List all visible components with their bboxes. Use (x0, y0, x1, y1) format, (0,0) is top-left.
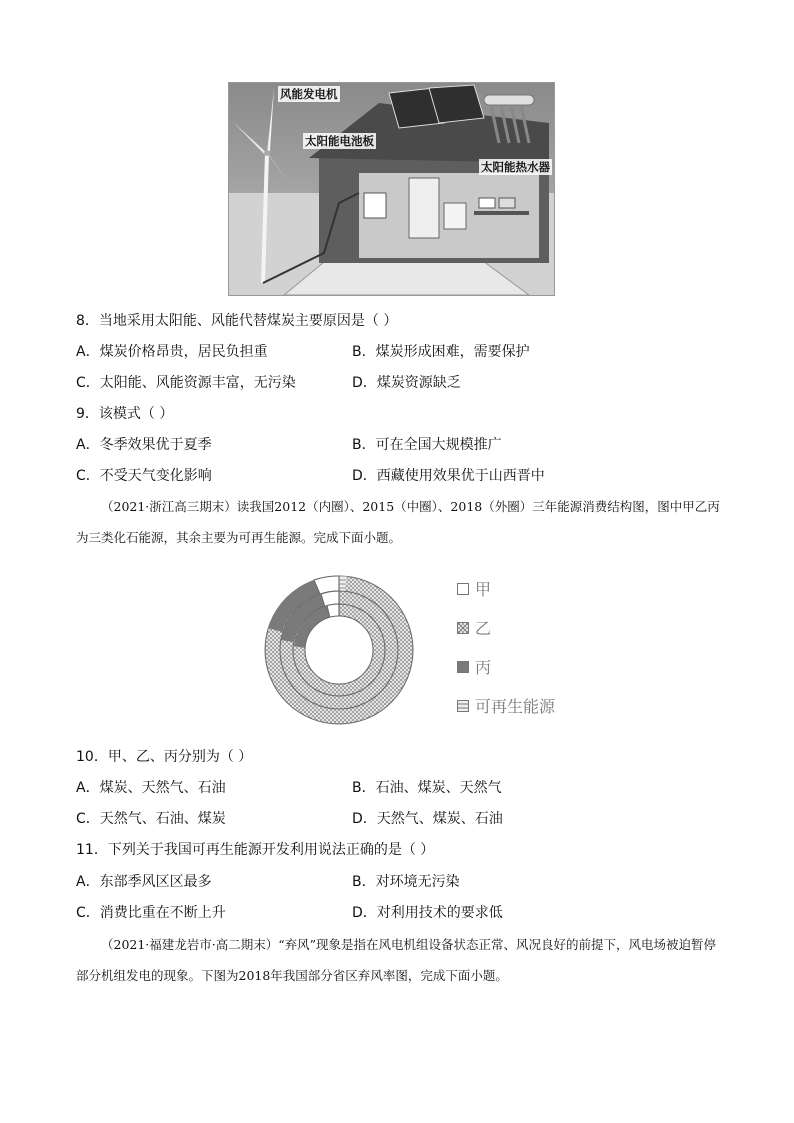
legend-swatch-blank-icon (457, 583, 469, 595)
wind-turbine-label: 风能发电机 (280, 87, 338, 101)
q9-option-c: C．不受天气变化影响 (76, 468, 212, 484)
legend-swatch-hatch-icon (457, 622, 469, 634)
q10-stem: 10．甲、乙、丙分别为（ ） (76, 749, 253, 765)
legend-item-yi (457, 616, 491, 639)
legend-item-jia (457, 577, 491, 600)
energy-ring-chart (259, 570, 419, 730)
q9-stem: 9．该模式（ ） (76, 406, 174, 422)
legend-item-bing (457, 655, 491, 678)
legend-label-renewable: 可再生能源 (475, 697, 556, 716)
renewable-house-figure (228, 82, 555, 296)
legend-label-jia: 甲 (475, 580, 492, 599)
q11-option-a: A．东部季风区区最多 (76, 874, 212, 890)
legend-label-yi: 乙 (475, 619, 492, 638)
q10-option-d: D．天然气、煤炭、石油 (352, 811, 503, 827)
q8-option-c: C．太阳能、风能资源丰富，无污染 (76, 375, 296, 391)
ring-chart-svg (259, 570, 419, 730)
solar-panel-label: 太阳能电池板 (305, 134, 374, 148)
q10-option-b: B．石油、煤炭、天然气 (352, 780, 502, 796)
q8-option-a: A．煤炭价格昂贵，居民负担重 (76, 344, 268, 360)
house-illustration (229, 83, 554, 295)
q11-stem: 11．下列关于我国可再生能源开发利用说法正确的是（ ） (76, 842, 435, 858)
legend-label-bing: 丙 (475, 658, 492, 677)
q9-option-b: B．可在全国大规模推广 (352, 437, 502, 453)
legend-swatch-lines-icon (457, 700, 469, 712)
q10-option-c: C．天然气、石油、煤炭 (76, 811, 226, 827)
q10-option-a: A．煤炭、天然气、石油 (76, 780, 226, 796)
intro-paragraph-1: （2021·浙江高三期末）读我国2012（内圈）、2015（中圈）、2018（外圈）三年能源消费结构图，图中甲乙丙为三类化石能源，其余主要为可再生能源。完成下面小题。 (76, 499, 720, 545)
legend-swatch-solid-icon (457, 661, 469, 673)
water-heater-label: 太阳能热水器 (481, 160, 550, 174)
q11-option-d: D．对利用技术的要求低 (352, 905, 503, 921)
q9-option-a: A．冬季效果优于夏季 (76, 437, 212, 453)
intro-paragraph-2: （2021·福建龙岩市·高二期末）“弃风”现象是指在风电机组设备状态正常、风况良好的前提下，风电场被迫暂停部分机组发电的现象。下图为2018年我国部分省区弃风率图，完成下面小题。 (76, 937, 717, 983)
legend-item-renewable (457, 694, 555, 717)
q11-option-b: B．对环境无污染 (352, 874, 460, 890)
q8-stem: 8．当地采用太阳能、风能代替煤炭主要原因是（ ） (76, 313, 398, 329)
q8-option-b: B．煤炭形成困难，需要保护 (352, 344, 530, 360)
q11-option-c: C．消费比重在不断上升 (76, 905, 226, 921)
q8-option-d: D．煤炭资源缺乏 (352, 375, 461, 391)
q9-option-d: D．西藏使用效果优于山西晋中 (352, 468, 545, 484)
